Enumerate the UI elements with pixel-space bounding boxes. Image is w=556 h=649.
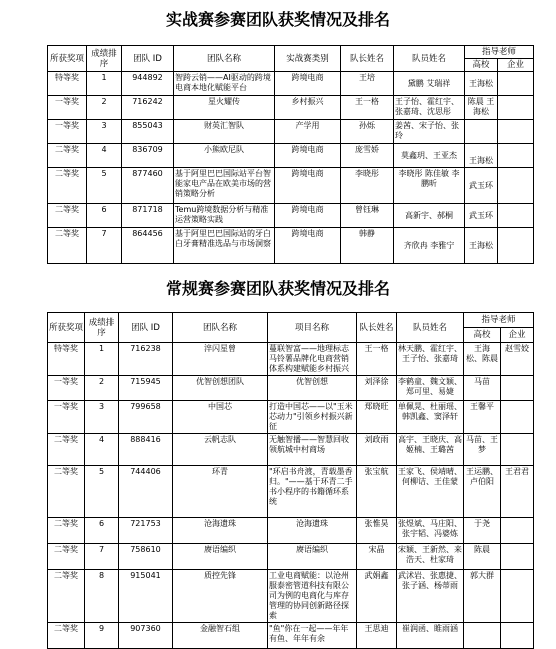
cell-team-id: 758610 — [119, 544, 173, 570]
cell-leader: 刘泽徐 — [357, 376, 397, 401]
cell-members: 高新宇、郝桐 — [394, 204, 465, 228]
table-row — [48, 120, 534, 144]
header-leader: 队长姓名 — [341, 46, 394, 72]
cell-company — [498, 96, 534, 120]
cell-company: 赵雪姣 — [501, 343, 534, 376]
cell-award: 二等奖 — [48, 228, 87, 264]
cell-project: 蔓联智富——地理标志马铃薯品牌化电商营销体系构建赋能乡村振兴 — [268, 343, 357, 376]
cell-project: 赓语编织 — [268, 544, 357, 570]
cell-category: 产学用 — [275, 120, 341, 144]
cell-team-name: 金融智石组 — [173, 623, 268, 649]
header-team-name: 团队名称 — [174, 46, 275, 72]
cell-members: 李鹤童、魏文颖、郑可里、易婕 — [397, 376, 464, 401]
cell-category: 乡村振兴 — [275, 96, 341, 120]
cell-award: 二等奖 — [48, 623, 85, 649]
cell-school: 武玉环 — [465, 204, 498, 228]
header-project: 项目名称 — [268, 313, 357, 343]
cell-leader: 王一格 — [341, 96, 394, 120]
cell-members: 齐欣冉 李雅宁 — [394, 228, 465, 264]
cell-school: 马苗 — [464, 376, 501, 401]
section2-title: 常规赛参赛团队获奖情况及排名 — [165, 279, 390, 298]
header-award: 所获奖项 — [48, 313, 85, 343]
cell-team-name: 财英汇智队 — [174, 120, 275, 144]
cell-project: 无触智播——智慧回收领航城中村商场 — [268, 434, 357, 466]
cell-rank: 2 — [85, 376, 119, 401]
table-row — [48, 144, 534, 168]
cell-team-id: 855043 — [122, 120, 174, 144]
cell-category: 跨境电商 — [275, 168, 341, 204]
cell-school: 王运鹏、卢伯阳 — [464, 466, 501, 518]
cell-rank: 4 — [87, 144, 122, 168]
cell-members: 张煜斌、马庄阳、张宇韬、冯婆炼 — [397, 518, 464, 544]
cell-team-id: 871718 — [122, 204, 174, 228]
cell-leader: 李晓彤 — [341, 168, 394, 204]
cell-category: 跨境电商 — [275, 72, 341, 96]
cell-leader: 张宝航 — [357, 466, 397, 518]
cell-school — [464, 623, 501, 649]
cell-company — [498, 144, 534, 168]
cell-team-name: 星火耀传 — [174, 96, 275, 120]
table-row — [48, 96, 534, 120]
cell-company — [498, 168, 534, 204]
table-row — [48, 204, 534, 228]
cell-leader: 刘政雨 — [357, 434, 397, 466]
cell-company — [501, 570, 534, 623]
cell-rank: 4 — [85, 434, 119, 466]
cell-leader: 王一格 — [357, 343, 397, 376]
section1-title: 实战赛参赛团队获奖情况及排名 — [165, 10, 390, 29]
cell-rank: 1 — [85, 343, 119, 376]
cell-leader: 王思迪 — [357, 623, 397, 649]
cell-team-id: 799658 — [119, 401, 173, 434]
header-members: 队员姓名 — [397, 313, 464, 343]
table-row — [48, 401, 534, 434]
cell-team-id: 864456 — [122, 228, 174, 264]
cell-team-name: 淬闪星曾 — [173, 343, 268, 376]
cell-school — [465, 120, 498, 144]
table-row — [48, 343, 534, 376]
cell-team-name: 中国芯 — [173, 401, 268, 434]
cell-school: 马苗、王梦 — [464, 434, 501, 466]
cell-school: 陈晨 — [464, 544, 501, 570]
cell-team-id: 877460 — [122, 168, 174, 204]
cell-leader: 庞雪娇 — [341, 144, 394, 168]
cell-leader: 张惟昊 — [357, 518, 397, 544]
cell-rank: 2 — [87, 96, 122, 120]
cell-leader: 宋晶 — [357, 544, 397, 570]
cell-rank: 1 — [87, 72, 122, 96]
table-row — [48, 544, 534, 570]
header-team-id: 团队 ID — [122, 46, 174, 72]
cell-company — [501, 544, 534, 570]
cell-team-id: 716242 — [122, 96, 174, 120]
cell-company: 王君君 — [501, 466, 534, 518]
cell-award: 特等奖 — [48, 343, 85, 376]
cell-rank: 6 — [87, 204, 122, 228]
cell-rank: 3 — [87, 120, 122, 144]
cell-category: 跨境电商 — [275, 144, 341, 168]
cell-award: 一等奖 — [48, 120, 87, 144]
cell-team-name: Temu跨境数据分析与精准运营策略实践 — [174, 204, 275, 228]
cell-company — [501, 623, 534, 649]
cell-company — [501, 434, 534, 466]
cell-award: 二等奖 — [48, 168, 87, 204]
cell-rank: 3 — [85, 401, 119, 434]
cell-award: 一等奖 — [48, 401, 85, 434]
cell-award: 二等奖 — [48, 518, 85, 544]
cell-team-id: 744406 — [119, 466, 173, 518]
cell-members: 高宇、王晓庆、高姬楠、王璐茜 — [397, 434, 464, 466]
table-row — [48, 72, 534, 96]
cell-award: 二等奖 — [48, 544, 85, 570]
cell-rank: 5 — [85, 466, 119, 518]
cell-company — [498, 204, 534, 228]
cell-team-id: 715945 — [119, 376, 173, 401]
cell-rank: 5 — [87, 168, 122, 204]
cell-company — [501, 401, 534, 434]
cell-award: 二等奖 — [48, 466, 85, 518]
regular-table — [47, 312, 534, 649]
cell-team-id: 907360 — [119, 623, 173, 649]
header-team-id: 团队 ID — [119, 313, 173, 343]
cell-school: 王海 松、陈晨 — [464, 343, 501, 376]
cell-team-name: 优智创想团队 — [173, 376, 268, 401]
cell-leader: 孙烁 — [341, 120, 394, 144]
table-row — [48, 623, 534, 649]
cell-category: 跨境电商 — [275, 228, 341, 264]
cell-rank: 6 — [85, 518, 119, 544]
cell-rank: 7 — [87, 228, 122, 264]
cell-team-name: 基于阿里巴巴国际站的牙白白牙膏精准选品与市场洞察 — [174, 228, 275, 264]
cell-school: 于尧 — [464, 518, 501, 544]
table-row — [48, 466, 534, 518]
table-row — [48, 168, 534, 204]
cell-school: 郭大群 — [464, 570, 501, 623]
cell-members: 武沭岩、张惠捷、张子涵、杨蒂雨 — [397, 570, 464, 623]
cell-members: 姜茜、宋子怡、张玲 — [394, 120, 465, 144]
header-members: 队员姓名 — [394, 46, 465, 72]
table-row — [48, 570, 534, 623]
cell-leader: 郑晓旺 — [357, 401, 397, 434]
cell-leader: 韩静 — [341, 228, 394, 264]
header-rank: 成绩排序 — [85, 313, 119, 343]
cell-team-id: 716238 — [119, 343, 173, 376]
cell-leader: 武娟鑫 — [357, 570, 397, 623]
cell-members: 王家飞、侯靖晴、何柳诘、王佳蒙 — [397, 466, 464, 518]
cell-school: 王海松 — [465, 144, 498, 168]
cell-award: 特等奖 — [48, 72, 87, 96]
cell-team-name: 沧海遗珠 — [173, 518, 268, 544]
header-school: 高校 — [464, 328, 501, 343]
table-row — [48, 228, 534, 264]
cell-project: 工业电商赋能：以沧州服泰密管道科技有限公司为例的电商化与库存管理的协同创新路径探索 — [268, 570, 357, 623]
cell-category: 跨境电商 — [275, 204, 341, 228]
cell-rank: 9 — [85, 623, 119, 649]
cell-team-name: 赓语编织 — [173, 544, 268, 570]
cell-school: 王馨平 — [464, 401, 501, 434]
cell-team-name: 基于阿里巴巴国际站平台智能家电产品在欧美市场的营销策略分析 — [174, 168, 275, 204]
cell-members: 莫鑫玥、王亚杰 — [394, 144, 465, 168]
cell-members: 林天鹏、霍红宇、王子怡、张嘉琦 — [397, 343, 464, 376]
cell-team-name: 质控先锋 — [173, 570, 268, 623]
cell-project: "环启书舟渡，青载墨香归。"——基于环青二手书小程序的书籍循环系统 — [268, 466, 357, 518]
header-category: 实战赛类别 — [275, 46, 341, 72]
header-company: 企业 — [501, 328, 534, 343]
header-award: 所获奖项 — [48, 46, 87, 72]
cell-award: 二等奖 — [48, 570, 85, 623]
cell-project: 打造中国芯——以"玉米芯动力"引领乡村振兴新征 — [268, 401, 357, 434]
header-advisor: 指导老师 — [465, 46, 534, 59]
header-team-name: 团队名称 — [173, 313, 268, 343]
cell-school: 王海松 — [465, 228, 498, 264]
cell-school: 王海松 — [465, 72, 498, 96]
header-company: 企业 — [498, 59, 534, 72]
cell-award: 一等奖 — [48, 376, 85, 401]
cell-team-id: 888416 — [119, 434, 173, 466]
cell-members: 崔润函、睢雨涵 — [397, 623, 464, 649]
cell-team-id: 836709 — [122, 144, 174, 168]
header-advisor: 指导老师 — [464, 313, 534, 328]
cell-members: 黛鹏 艾瑞祥 — [394, 72, 465, 96]
cell-company — [501, 518, 534, 544]
cell-members: 李晓彤 陈佳敏 李鹏昕 — [394, 168, 465, 204]
cell-team-id: 721753 — [119, 518, 173, 544]
cell-project: 沧海遗珠 — [268, 518, 357, 544]
cell-rank: 7 — [85, 544, 119, 570]
competition-table — [47, 45, 534, 264]
cell-rank: 8 — [85, 570, 119, 623]
cell-team-name: 云帆志队 — [173, 434, 268, 466]
header-leader: 队长姓名 — [357, 313, 397, 343]
cell-members: 宋颖、王新然、来浩天、杜家琦 — [397, 544, 464, 570]
cell-company — [498, 120, 534, 144]
header-school: 高校 — [465, 59, 498, 72]
header-rank: 成绩排序 — [87, 46, 122, 72]
cell-leader: 曾钰琳 — [341, 204, 394, 228]
cell-team-name: 环青 — [173, 466, 268, 518]
cell-award: 一等奖 — [48, 96, 87, 120]
cell-project: "鱼"你在一起——年年有鱼、年年有余 — [268, 623, 357, 649]
cell-company — [498, 72, 534, 96]
cell-members: 单佩晃、杜丽瑶、韩凯鑫、窦泽轩 — [397, 401, 464, 434]
table-row — [48, 376, 534, 401]
cell-project: 优智创想 — [268, 376, 357, 401]
cell-award: 二等奖 — [48, 204, 87, 228]
cell-award: 二等奖 — [48, 434, 85, 466]
table-row — [48, 434, 534, 466]
cell-team-id: 915041 — [119, 570, 173, 623]
cell-award: 二等奖 — [48, 144, 87, 168]
cell-leader: 王培 — [341, 72, 394, 96]
cell-school: 陈晨 王海松 — [465, 96, 498, 120]
cell-team-name: 小熊欧尼队 — [174, 144, 275, 168]
cell-school: 武玉环 — [465, 168, 498, 204]
cell-team-id: 944892 — [122, 72, 174, 96]
cell-team-name: 智跨云销——AI驱动的跨境电商本地化赋能平台 — [174, 72, 275, 96]
cell-company — [501, 376, 534, 401]
table-row — [48, 518, 534, 544]
cell-members: 王子怡、霍红宇、张嘉琦、沈思彤 — [394, 96, 465, 120]
cell-company — [498, 228, 534, 264]
